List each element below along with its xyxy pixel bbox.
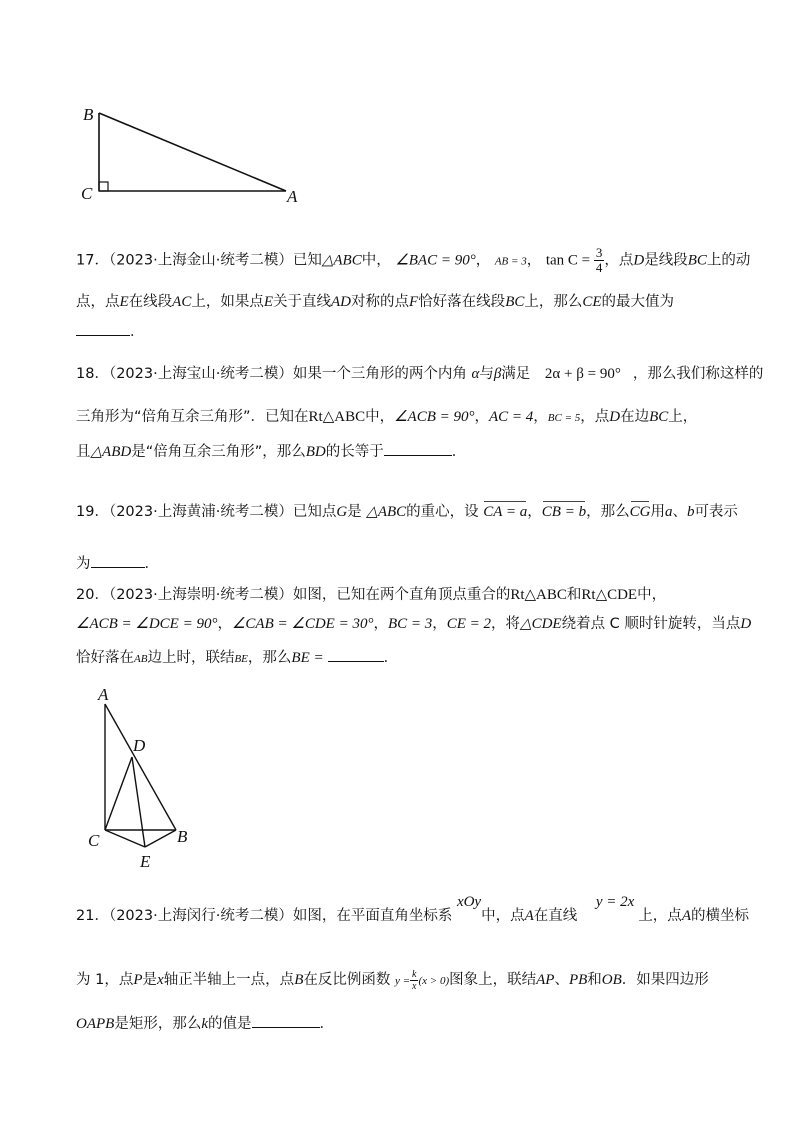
tan-fraction: $\frac{3}{4}$ [595, 245, 603, 275]
vertex-label-c: C [88, 831, 100, 850]
function-fraction: $\frac{k}{x}$ [412, 968, 417, 992]
q18-line-1: 18．（2023·上海宝山·统考二模）如果一个三角形的两个内角 α与β满足 2α + β = 90° ，那么我们称这样的 [76, 366, 764, 382]
triangle-figure-1 [78, 100, 318, 210]
vertex-label-e: E [140, 852, 151, 871]
q21-line-1: 21．（2023·上海闵行·统考二模）如图，在平面直角坐标系 xOy中，点A在直线 y = 2x上，点A的横坐标 [76, 894, 749, 924]
side-eb [145, 830, 176, 847]
vertex-label-b: B [177, 827, 188, 846]
side-cd [105, 757, 132, 830]
q18-line-3: 且△ABD是“倍角互余三角形”，那么BD的长等于 ． [76, 440, 466, 461]
vertex-label-c: C [81, 184, 93, 203]
answer-blank-18[interactable] [384, 441, 452, 456]
q21-line-3: OAPB是矩形，那么k的值是 ． [76, 1012, 334, 1033]
q20-line-1: 20．（2023·上海崇明·统考二模）如图，已知在两个直角顶点重合的Rt△ABC和Rt△CDE中， [76, 587, 667, 603]
triangle-figure-2 [84, 684, 204, 874]
answer-blank-21[interactable] [252, 1013, 320, 1028]
vertex-label-a: A [98, 685, 109, 704]
q17-line-3: ． [76, 320, 145, 341]
q17-line-2: 点，点E在线段AC上，如果点E关于直线AD对称的点F恰好落在线段BC上，那么CE的最大值为 [76, 294, 675, 310]
q20-line-3: 恰好落在AB边上时，联结BE，那么BE = ． [76, 646, 398, 667]
answer-blank-17[interactable] [76, 321, 130, 336]
side-ce [105, 830, 145, 847]
vertex-label-a: A [287, 187, 298, 206]
q20-line-2: ∠ACB = ∠DCE = 90°，∠CAB = ∠CDE = 30°，BC = 3，CE = 2，将△CDE绕着点 C 顺时针旋转，当点D [76, 616, 752, 632]
vertex-label-d: D [133, 736, 146, 755]
q17-line-1: 17．（2023·上海金山·统考二模）已知△ABC中， ∠BAC = 90°， AB = 3， tan C = $\frac{3}{4}$ ，点D是线段BC上的动 [76, 245, 751, 275]
vertex-label-b: B [83, 105, 94, 124]
q18-line-2: 三角形为“倍角互余三角形”．已知在Rt△ABC中，∠ACB = 90°，AC = 4，BC = 5，点D在边BC上， [76, 409, 698, 425]
q19-line-2: 为 ． [76, 552, 159, 573]
side-ab [99, 113, 286, 191]
answer-blank-19[interactable] [91, 553, 145, 568]
q19-line-1: 19．（2023·上海黄浦·统考二模）已知点G是 △ABC的重心，设 CA = a，CB = b，那么CG用a、b可表示 [76, 504, 738, 520]
answer-blank-20[interactable] [328, 647, 384, 662]
q21-line-2: 为 1，点P是x轴正半轴上一点，点B在反比例函数 y = $\frac{k}{x}$ (x > 0)图象上，联结AP、PB和OB．如果四边形 [76, 968, 709, 992]
right-angle-mark [99, 182, 108, 191]
